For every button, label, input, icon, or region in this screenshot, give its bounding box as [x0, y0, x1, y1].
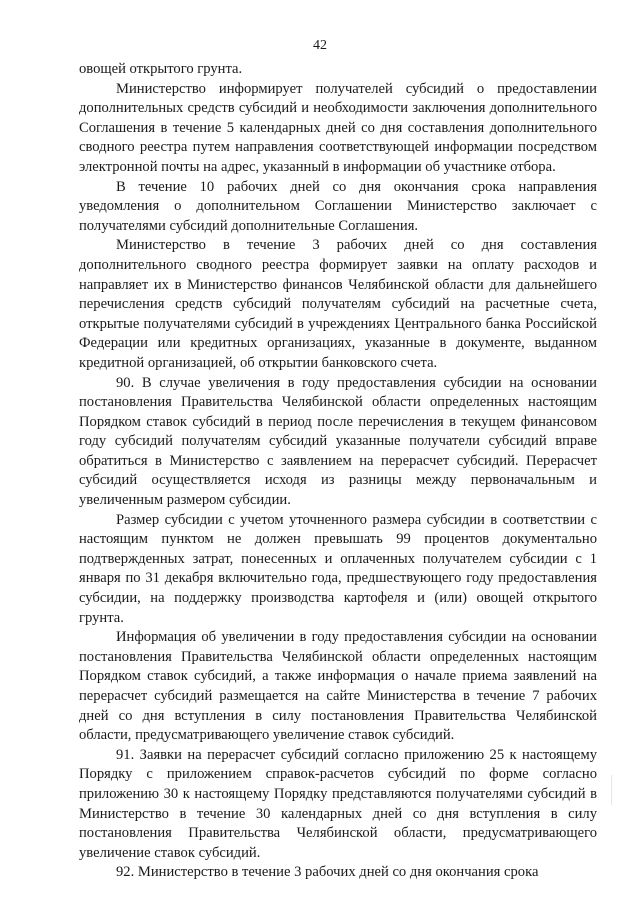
paragraph-clause-92: 92. Министерство в течение 3 рабочих дней со дня окончания срока — [116, 864, 539, 881]
document-body — [79, 60, 597, 883]
paragraph-increase-info: Информация об увеличении в году предоставления субсидии на основании постановления Правительства Челябинской области определенных настоящим Порядком ставок субсидий, а также информация о начале приема заявлений на перерасчет субсидий размещается на сайте Министерства в течение 7 рабочих дней со дня вступления в силу постановления Правительства Челябинской области, предусматривающего увеличение ставок субсидий. — [79, 629, 597, 744]
paragraph-agreement-deadline: В течение 10 рабочих дней со дня окончания срока направления уведомления о дополнительном Соглашении Министерство заключает с получателями субсидий дополнительные Соглашения. — [79, 178, 597, 234]
paragraph-payment-requests: Министерство в течение 3 рабочих дней со дня составления дополнительного сводного реестра формирует заявки на оплату расходов и направляет их в Министерство финансов Челябинской области для дальнейшего перечисления средств субсидий получателям субсидий на расчетные счета, открытые получателями субсидий в учреждениях Центрального банка Российской Федерации или кредитных организациях, указанные в документе, выданном кредитной организацией, об открытии банковского счета. — [79, 237, 597, 371]
paragraph-clause-91: 91. Заявки на перерасчет субсидий согласно приложению 25 к настоящему Порядку с приложением справок-расчетов субсидий по форме согласно приложению 30 к настоящему Порядку представляются получателями субсидий в Министерство в течение 30 календарных дней со дня вступления в силу постановления Правительства Челябинской области, предусматривающего увеличение ставок субсидий. — [79, 746, 597, 861]
paragraph-clause-90: 90. В случае увеличения в году предоставления субсидии на основании постановления Правительства Челябинской области определенных настоящим Порядком ставок субсидий в период после перечисления в текущем финансовом году субсидий получателям субсидий указанные получатели субсидий вправе обратиться в Министерство с заявлением на перерасчет субсидий. Перерасчет субсидий осуществляется исходя из разницы между первоначальным и увеличенным размером субсидии. — [79, 374, 597, 509]
page-number: 42 — [313, 38, 327, 53]
paragraph-notification: Министерство информирует получателей субсидий о предоставлении дополнительных средств субсидий и необходимости заключения дополнительного Соглашения в течение 5 календарных дней со дня составления дополнительного сводного реестра путем направления соответствующей информации посредством электронной почты на адрес, указанный в информации об участнике отбора. — [79, 80, 597, 175]
paragraph-subsidy-size: Размер субсидии с учетом уточненного размера субсидии в соответствии с настоящим пунктом не должен превышать 99 процентов документально подтвержденных затрат, понесенных и оплаченных получателем субсидии с 1 января по 31 декабря включительно года, предшествующего году предоставления субсидии, на поддержку производства картофеля и (или) овощей открытого грунта. — [79, 511, 597, 626]
scan-artifact — [611, 775, 612, 805]
paragraph-continuation: овощей открытого грунта. — [79, 61, 243, 77]
